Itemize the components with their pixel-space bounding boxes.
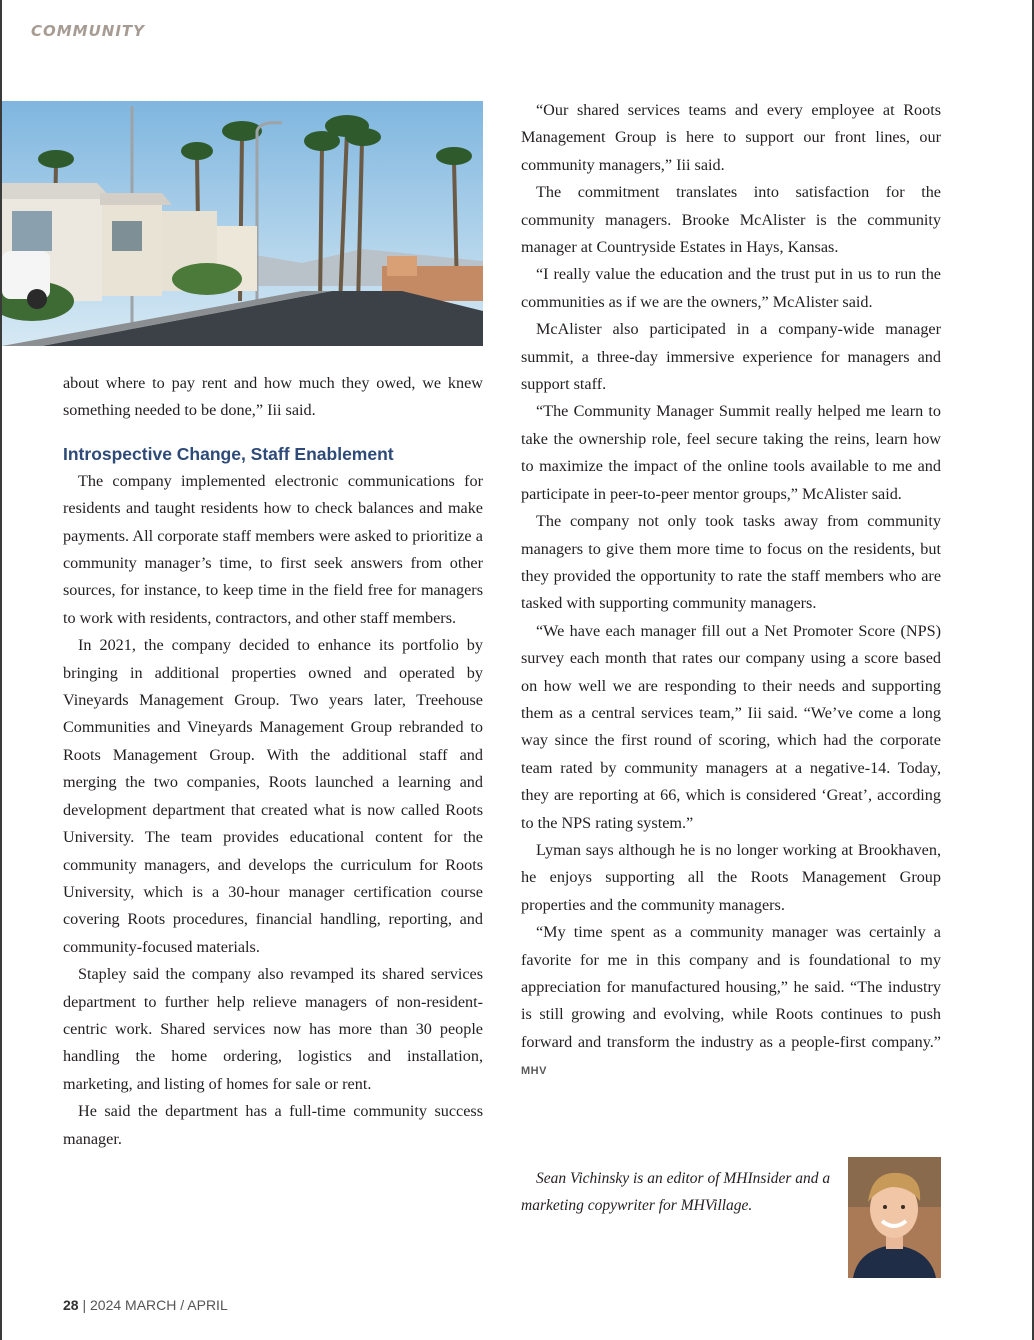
paragraph-final	[521, 919, 941, 1085]
end-mark: MHV	[521, 1065, 547, 1078]
issue-date: 2024 MARCH / APRIL	[90, 1297, 228, 1313]
footer-separator: |	[82, 1297, 87, 1313]
section-label: COMMUNITY	[31, 22, 146, 40]
headshot-illustration	[848, 1157, 941, 1278]
page-number: 28	[63, 1297, 79, 1313]
paragraph: “The Community Manager Summit really helped me learn to take the ownership role, feel secure taking the reins, learn how to maximize the impact of the online tools available to me and participate in peer-to-peer mentor groups,” McAlister said.	[521, 402, 941, 503]
community-street-photo	[2, 101, 483, 346]
paragraph: The commitment translates into satisfaction for the community managers. Brooke McAlister is the community manager at Countryside Estates in Hays, Kansas.	[521, 183, 941, 257]
paragraph: Lyman says although he is no longer working at Brookhaven, he enjoys supporting all the Roots Management Group properties and the community managers.	[521, 840, 941, 914]
paragraph: In 2021, the company decided to enhance its portfolio by bringing in additional properties owned and operated by Vineyards Management Group. Two years later, Treehouse Communities and Vineyards Management Group rebranded to Roots Management Group. With the additional staff and merging the two companies, Roots launched a learning and development department that created what is now called Roots University. The team provides educational content for the community managers, and develops the curriculum for Roots University, which is a 30-hour manager certification course covering Roots procedures, financial handling, reporting, and community-focused materials.	[63, 636, 483, 956]
section-heading: Introspective Change, Staff Enablement	[63, 443, 394, 464]
paragraph-final-text: “My time spent as a community manager was certainly a favorite for me in this company and is foundational to my appreciation for manufactured housing,” he said. “The industry is still growing and evolving, while Roots continues to push forward and transform the industry as a people-first company.”	[521, 923, 941, 1051]
paragraph: McAlister also participated in a company-wide manager summit, a three-day immersive experience for managers and support staff.	[521, 320, 941, 394]
right-article-column	[521, 97, 941, 1086]
page-footer	[63, 1297, 228, 1313]
paragraph: The company not only took tasks away from community managers to give them more time to focus on the residents, but they provided the opportunity to rate the staff members who are tasked with supporting community managers.	[521, 512, 941, 613]
author-bio: Sean Vichinsky is an editor of MHInsider and a marketing copywriter for MHVillage.	[521, 1170, 831, 1215]
photo-illustration	[2, 101, 483, 346]
paragraph: The company implemented electronic communications for residents and taught residents how to check balances and make payments. All corporate staff members were asked to prioritize a community manager’s time, to first seek answers from other sources, for instance, to keep time in the field free for managers to work with residents, contractors, and other staff members.	[63, 471, 483, 627]
author-headshot	[848, 1157, 941, 1278]
paragraph: “We have each manager fill out a Net Promoter Score (NPS) survey each month that rates our company using a score based on how well we are responding to their needs and supporting them as a central services team,” Iii said. “We’ve come a long way since the first round of scoring, which had the corporate team rated by community managers at a negative-14. Today, they are reporting at 66, which is considered ‘Great’, according to the NPS rating system.”	[521, 621, 941, 832]
paragraph-continued: about where to pay rent and how much they owed, we knew something needed to be done,” Iii said.	[63, 374, 483, 420]
paragraph: “Our shared services teams and every employee at Roots Management Group is here to support our front lines, our community managers,” Iii said.	[521, 101, 941, 174]
paragraph: Stapley said the company also revamped its shared services department to further help relieve managers of non-resident-centric work. Shared services now has more than 30 people handling the home ordering, logistics and installation, marketing, and listing of homes for sale or rent.	[63, 965, 483, 1093]
left-article-column	[63, 370, 483, 1153]
paragraph: “I really value the education and the trust put in us to run the communities as if we are the owners,” McAlister said.	[521, 265, 941, 311]
paragraph: He said the department has a full-time community success manager.	[63, 1102, 483, 1148]
